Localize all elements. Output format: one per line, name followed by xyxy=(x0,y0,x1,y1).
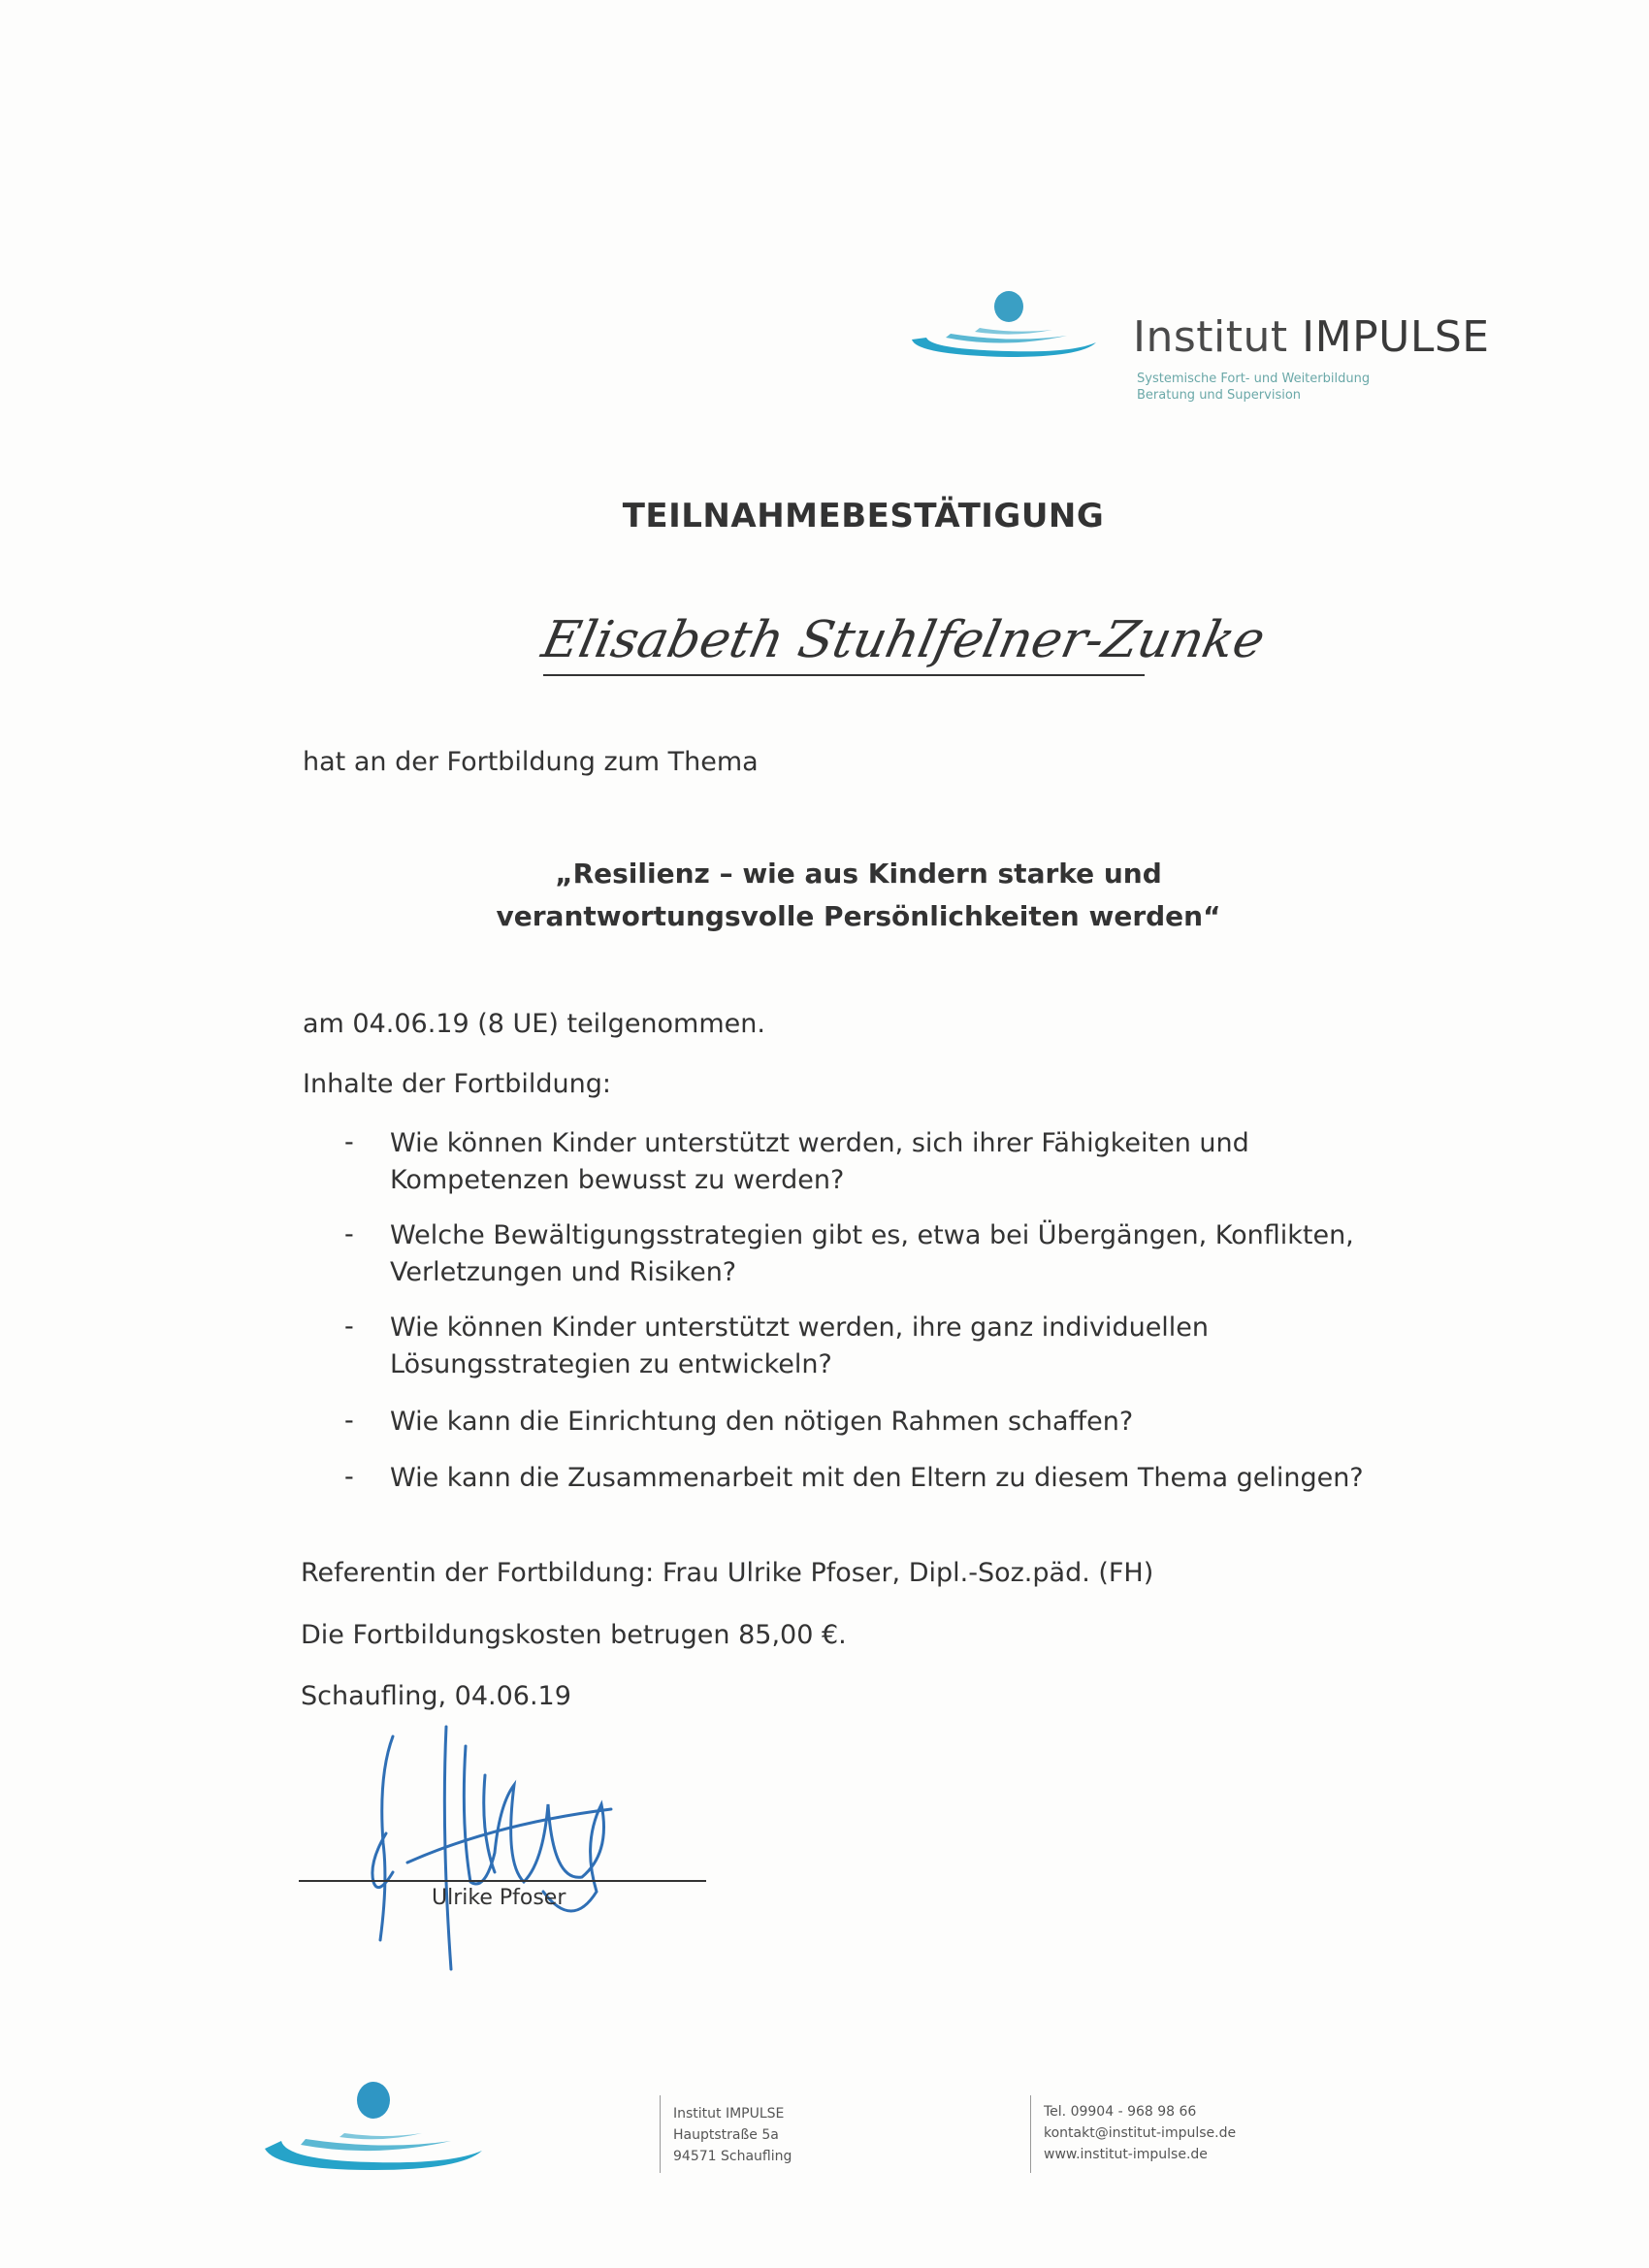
bullet-dash: - xyxy=(344,1312,354,1342)
bullet-dash: - xyxy=(344,1127,354,1157)
bullet-dash: - xyxy=(344,1406,354,1436)
footer-logo-icon xyxy=(257,2081,490,2178)
date-line: am 04.06.19 (8 UE) teilgenommen. xyxy=(303,1009,765,1039)
bullet-dash: - xyxy=(344,1462,354,1492)
content-item-4: Wie kann die Einrichtung den nötigen Rahmen schaffen? xyxy=(390,1407,1134,1437)
participant-name-handwritten: Elisabeth Stuhlfelner-Zunke xyxy=(536,611,1271,669)
topic-line-2: verantwortungsvolle Persönlichkeiten werden“ xyxy=(496,900,1221,932)
logo-subtitle-1: Systemische Fort- und Weiterbildung xyxy=(1137,372,1371,386)
intro-text: hat an der Fortbildung zum Thema xyxy=(303,747,759,777)
signature-icon xyxy=(349,1717,660,1979)
content-item-1: Wie können Kinder unterstützt werden, sich ihrer Fähigkeiten und Kompetenzen bewusst zu werden? xyxy=(390,1128,1249,1195)
logo-subtitle-2: Beratung und Supervision xyxy=(1137,388,1302,403)
logo-title: Institut IMPULSE xyxy=(1133,312,1490,362)
institut-impulse-logo-icon xyxy=(907,289,1111,367)
footer-divider xyxy=(1030,2095,1031,2173)
footer-address: Institut IMPULSE Hauptstraße 5a 94571 Schaufling xyxy=(673,2106,792,2164)
contents-heading: Inhalte der Fortbildung: xyxy=(303,1069,611,1099)
footer-contact: Tel. 09904 - 968 98 66 kontakt@institut-impulse.de www.institut-impulse.de xyxy=(1044,2104,1237,2162)
speaker-line: Referentin der Fortbildung: Frau Ulrike Pfoser, Dipl.-Soz.päd. (FH) xyxy=(301,1558,1154,1588)
cost-line: Die Fortbildungskosten betrugen 85,00 €. xyxy=(301,1620,847,1650)
bullet-dash: - xyxy=(344,1219,354,1249)
signer-name: Ulrike Pfoser xyxy=(432,1886,566,1910)
footer-divider xyxy=(660,2095,661,2173)
name-underline xyxy=(543,674,1145,676)
content-item-5: Wie kann die Zusammenarbeit mit den Eltern zu diesem Thema gelingen? xyxy=(390,1463,1364,1493)
content-item-3: Wie können Kinder unterstützt werden, ihre ganz individuellen Lösungsstrategien zu entwickeln? xyxy=(390,1312,1210,1379)
place-date-line: Schaufling, 04.06.19 xyxy=(301,1681,571,1711)
signature-line xyxy=(299,1880,706,1882)
topic-line-1: „Resilienz – wie aus Kindern starke und xyxy=(555,858,1162,890)
content-item-2: Welche Bewältigungsstrategien gibt es, etwa bei Übergängen, Konflikten, Verletzungen und Risiken? xyxy=(390,1220,1354,1287)
document-title: TEILNAHMEBESTÄTIGUNG xyxy=(622,497,1105,535)
